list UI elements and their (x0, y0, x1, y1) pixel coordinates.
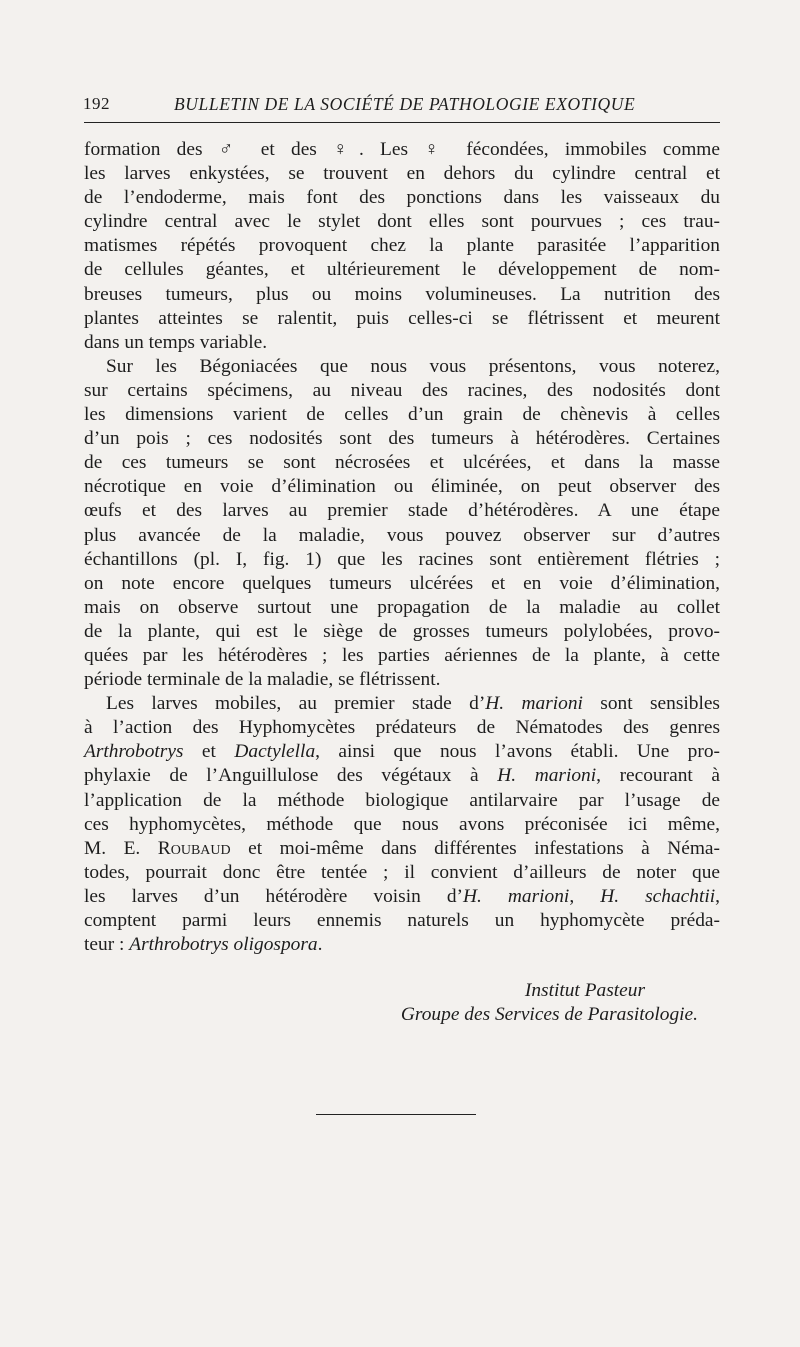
text-line: d’un pois ; ces nodosités sont des tumeurs à hétérodères. Certaines (84, 428, 720, 450)
text-line: mais on observe surtout une propagation de la maladie au collet (84, 596, 720, 618)
text-line: cylindre central avec le stylet dont elles sont pourvues ; ces trau- (84, 211, 720, 233)
text-line: de l’endoderme, mais font des ponctions dans les vaisseaux du (84, 187, 720, 209)
text-segment: Les larves mobiles, au premier stade d’ (106, 693, 486, 715)
text-line: plus avancée de la maladie, vous pouvez observer sur d’autres (84, 524, 720, 546)
text-segment: et (183, 741, 235, 763)
text-line: période terminale de la maladie, se flétrissent. (84, 669, 441, 691)
text-line (84, 933, 720, 957)
text-line: de ces tumeurs se sont nécrosées et ulcérées, et dans la masse (84, 452, 720, 474)
text-segment: et moi-même dans différentes infestations à Néma- (230, 837, 720, 859)
signature-department: Groupe des Services de Parasitologie. (400, 1004, 698, 1025)
article-body (84, 138, 720, 957)
header-rule (84, 122, 720, 123)
text-segment: , recourant à (596, 765, 720, 787)
text-segment: phylaxie de l’Anguillulose des végétaux à (84, 765, 498, 787)
journal-title: BULLETIN DE LA SOCIÉTÉ DE PATHOLOGIE EXOTIQUE (174, 94, 636, 114)
genus-name: Dactylella (234, 741, 316, 763)
text-line: l’application de la méthode biologique antilarvaire par l’usage de (84, 789, 720, 811)
species-name: H. marioni (463, 885, 570, 907)
text-segment: , (715, 885, 720, 907)
species-name: H. marioni (485, 693, 583, 715)
author-name: Roubaud (157, 837, 231, 859)
text-segment: les larves d’un hétérodère voisin d’ (84, 885, 463, 907)
text-line: quées par les hétérodères ; les parties aériennes de la plante, à cette (84, 644, 720, 666)
text-line: ces hyphomycètes, méthode que nous avons préconisée ici même, (84, 813, 720, 835)
text-line: formation des ♂ et des ♀. Les ♀ fécondées, immobiles comme (84, 139, 720, 160)
text-segment: M. E. (84, 837, 158, 859)
text-line: breuses tumeurs, plus ou moins volumineuses. La nutrition des (84, 283, 720, 305)
text-segment: . (317, 934, 323, 956)
text-segment: sont sensibles (582, 693, 720, 715)
text-line (84, 764, 720, 788)
text-line: dans un temps variable. (84, 331, 268, 353)
text-line: à l’action des Hyphomycètes prédateurs de Nématodes des genres (84, 717, 720, 739)
genus-name: Arthrobotrys (84, 741, 184, 763)
text-line: sur certains spécimens, au niveau des racines, des nodosités dont (84, 379, 720, 401)
end-rule (316, 1114, 476, 1115)
running-head (83, 94, 719, 118)
text-segment: teur : (84, 934, 130, 956)
text-line: Sur les Bégoniacées que nous vous présentons, vous noterez, (106, 355, 720, 377)
text-line: les dimensions varient de celles d’un grain de chènevis à celles (84, 404, 720, 426)
text-line: plantes atteintes se ralentit, puis celles-ci se flétrissent et meurent (84, 307, 720, 329)
text-line (84, 692, 720, 716)
species-name: H. marioni (497, 765, 597, 787)
text-line: de la plante, qui est le siège de grosses tumeurs polylobées, provo- (84, 620, 720, 642)
text-segment: , ainsi que nous l’avons établi. Une pro- (315, 741, 720, 763)
text-line: matismes répétés provoquent chez la plante parasitée l’apparition (84, 235, 720, 257)
text-line (84, 885, 720, 909)
text-line (84, 740, 720, 764)
signature-institution: Institut Pasteur (524, 980, 645, 1001)
text-line (84, 837, 720, 861)
text-line: nécrotique en voie d’élimination ou éliminée, on peut observer des (84, 476, 720, 498)
text-line: on note encore quelques tumeurs ulcérées et en voie d’élimination, (84, 572, 720, 594)
text-line: œufs et des larves au premier stade d’hétérodères. A une étape (84, 500, 720, 522)
text-line: échantillons (pl. I, fig. 1) que les racines sont entièrement flétries ; (84, 548, 720, 570)
page-number: 192 (83, 94, 110, 113)
text-line: comptent parmi leurs ennemis naturels un hyphomycète préda- (84, 910, 720, 931)
text-line: todes, pourrait donc être tentée ; il convient d’ailleurs de noter que (84, 861, 720, 883)
species-name: Arthrobotrys oligospora (129, 934, 318, 956)
text-line: de cellules géantes, et ultérieurement le développement de nom- (84, 259, 720, 281)
text-line: les larves enkystées, se trouvent en dehors du cylindre central et (84, 163, 720, 185)
text-segment: , (569, 885, 601, 907)
species-name: H. schachtii (600, 885, 716, 907)
